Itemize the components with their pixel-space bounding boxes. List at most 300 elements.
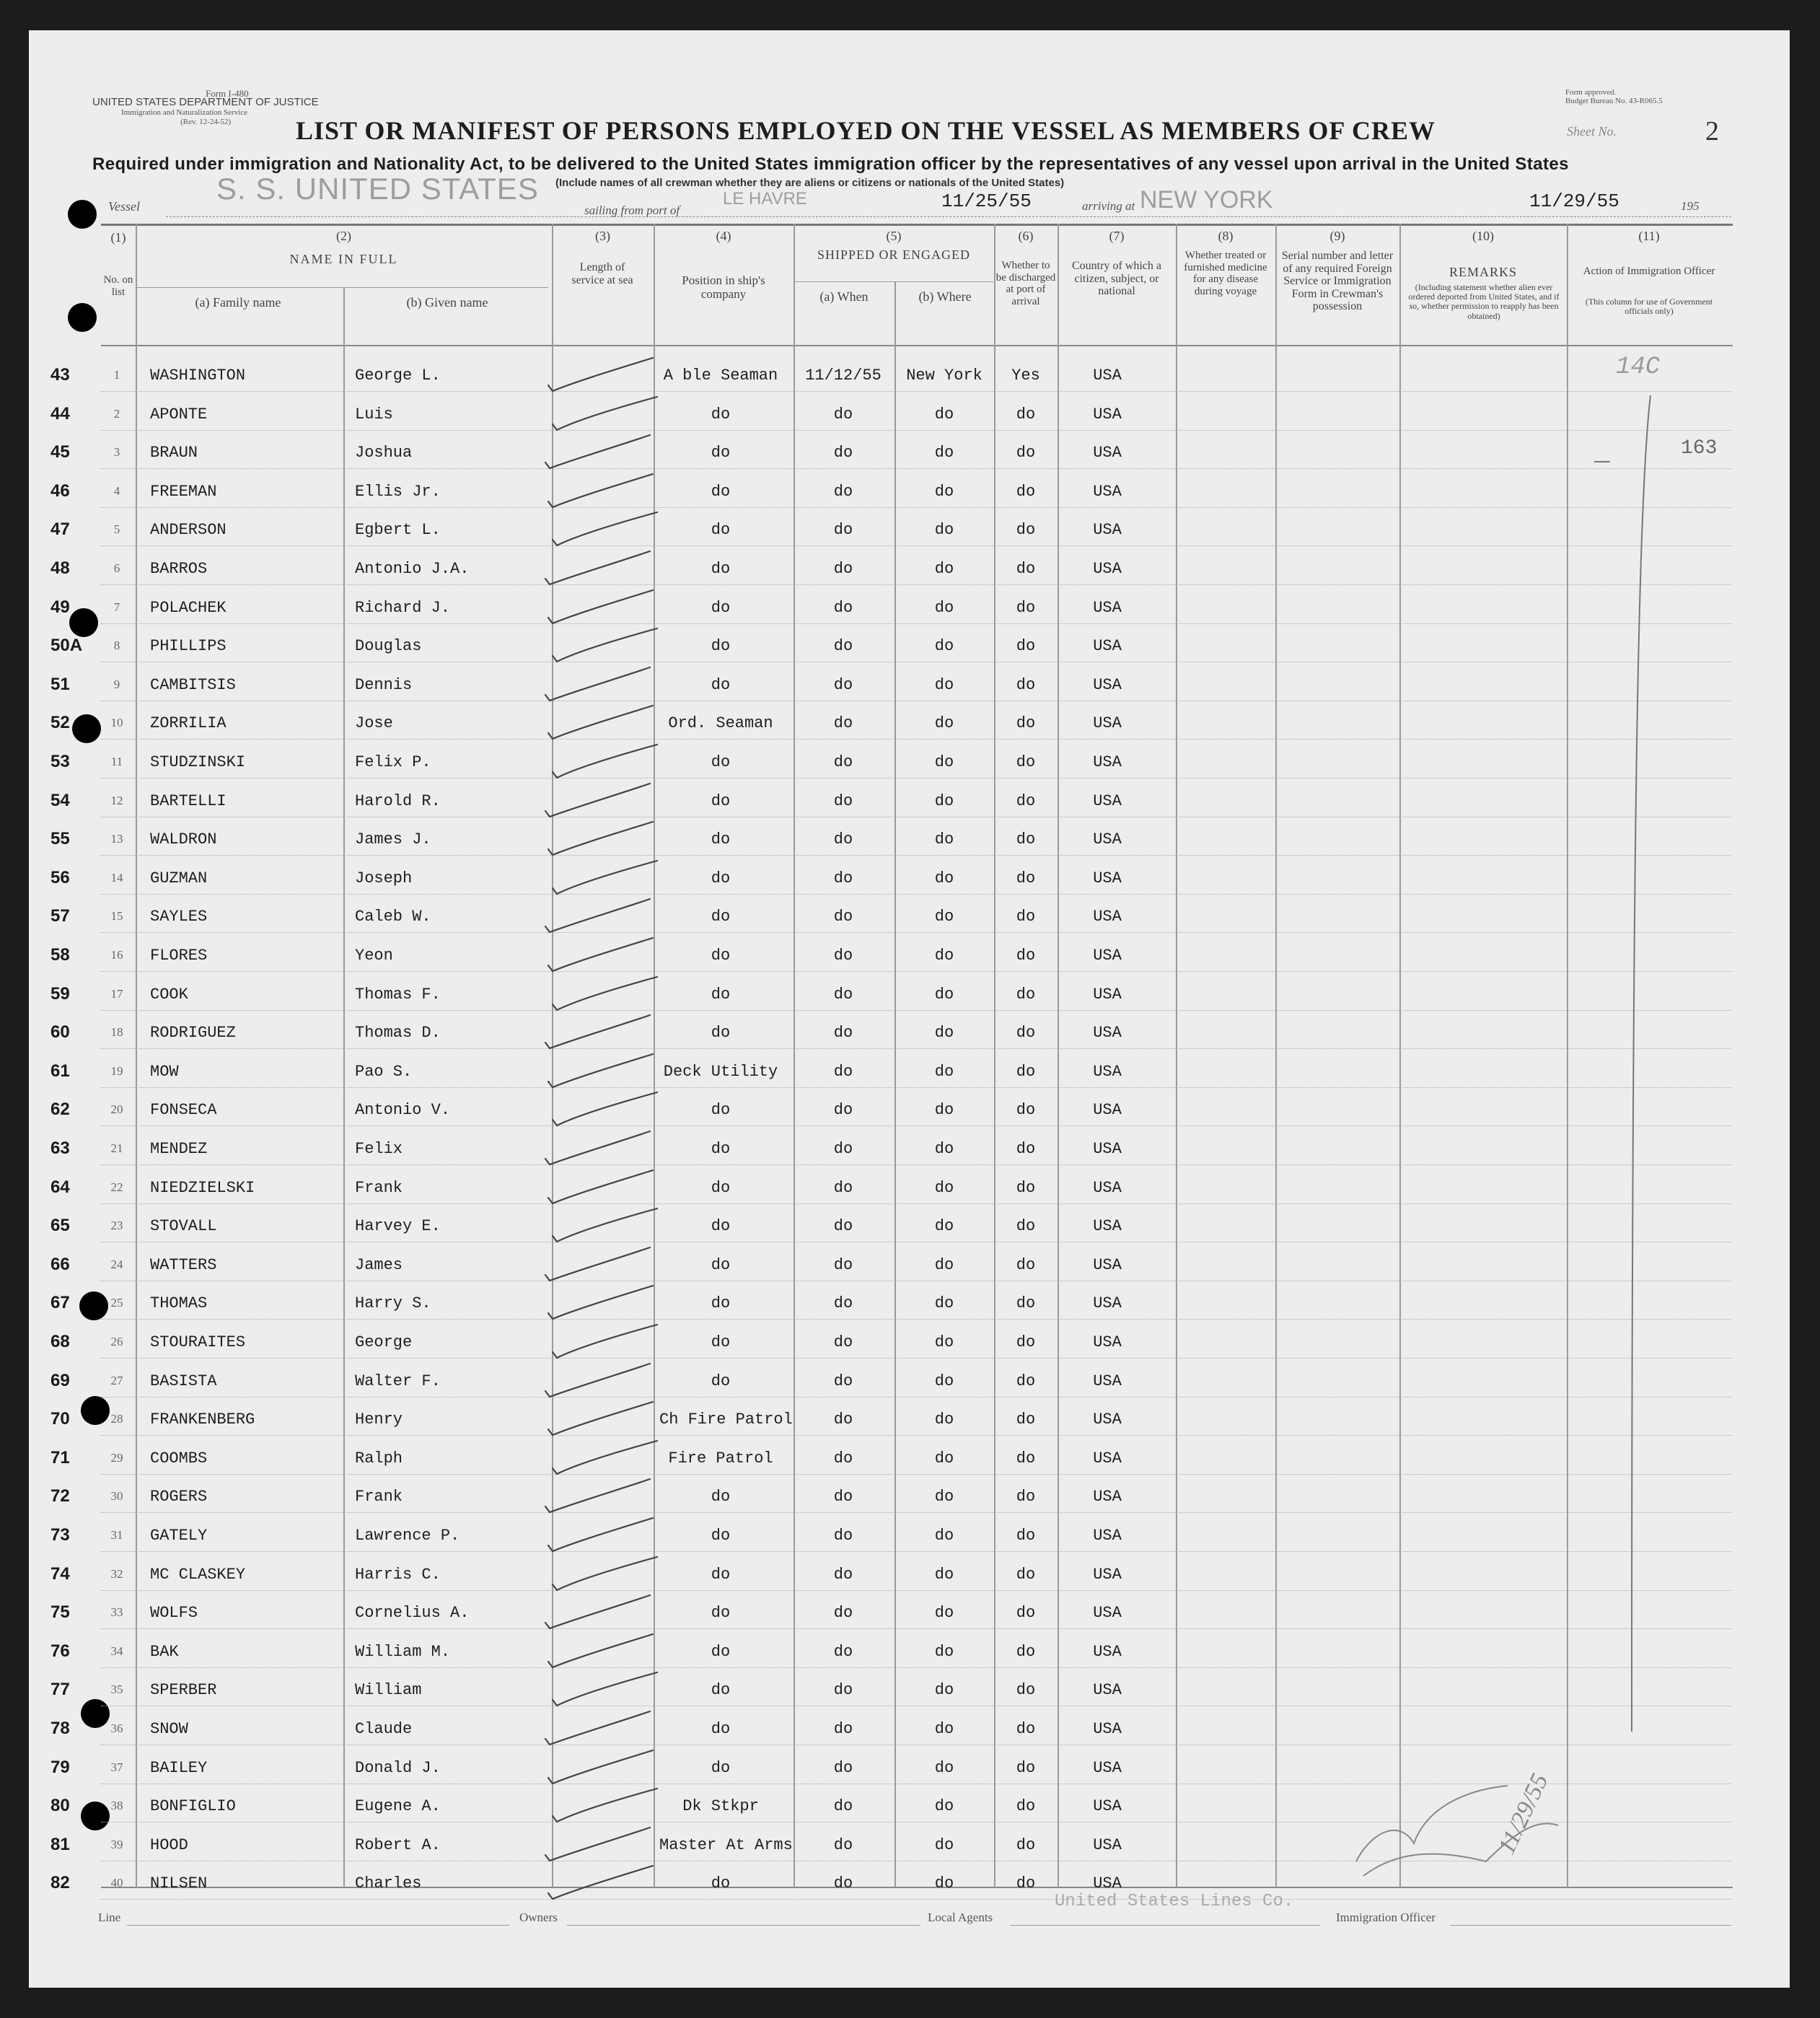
line-number: 54 — [50, 791, 70, 810]
col1-header: No. on list — [103, 274, 133, 298]
row-rule — [101, 662, 1731, 663]
position: Master At Arms — [659, 1836, 793, 1854]
col4-number: (4) — [716, 229, 731, 243]
list-index: 35 — [110, 1683, 123, 1696]
list-index: 9 — [113, 677, 120, 691]
discharge-status: do — [1016, 599, 1036, 617]
given-name: Harold R. — [355, 792, 441, 810]
country: USA — [1093, 405, 1122, 424]
form-revision: (Rev. 12-24-52) — [180, 118, 232, 126]
line-number: 50A — [50, 636, 83, 655]
row-rule — [101, 1745, 1731, 1746]
shipped-when: do — [833, 1604, 853, 1622]
shipped-where: do — [934, 1566, 954, 1584]
discharge-status: do — [1016, 1063, 1036, 1081]
shipped-where: do — [934, 637, 954, 655]
discharge-status: do — [1016, 560, 1036, 578]
country: USA — [1093, 1333, 1122, 1351]
shipped-where: do — [934, 560, 954, 578]
family-name: BONFIGLIO — [150, 1797, 236, 1815]
col2a-header: (a) Family name — [195, 295, 281, 310]
discharge-status: do — [1016, 1333, 1036, 1351]
country: USA — [1093, 1643, 1122, 1661]
country: USA — [1093, 1720, 1122, 1738]
line-number: 81 — [50, 1835, 70, 1854]
col8-header: Whether treated or furnished medicine for any disease during voyage — [1184, 250, 1267, 297]
col10-header: REMARKS — [1448, 265, 1518, 279]
line-number: 71 — [50, 1448, 70, 1468]
col7-number: (7) — [1109, 229, 1125, 243]
shipped-when: do — [833, 1063, 853, 1081]
row-rule — [101, 971, 1731, 973]
shipped-when: do — [833, 599, 853, 617]
row-rule — [101, 1242, 1731, 1243]
col4-header: Position in ship's company — [682, 273, 765, 301]
footer-owners-label: Owners — [519, 1910, 558, 1924]
shipped-where: do — [934, 947, 954, 965]
family-name: NILSEN — [150, 1874, 208, 1892]
list-index: 16 — [110, 948, 123, 962]
row-rule — [101, 855, 1731, 856]
list-index: 17 — [110, 987, 123, 1001]
list-index: 30 — [110, 1489, 123, 1503]
row-rule — [101, 623, 1731, 625]
punch-hole — [72, 714, 101, 743]
given-name: Joseph — [355, 869, 413, 887]
row-rule — [101, 507, 1731, 509]
family-name: GUZMAN — [150, 869, 208, 887]
shipped-where: do — [934, 1488, 954, 1506]
shipped-where: do — [934, 1527, 954, 1545]
position: do — [711, 1333, 731, 1351]
col2-number: (2) — [336, 229, 351, 243]
country: USA — [1093, 1140, 1122, 1158]
shipped-where: New York — [906, 367, 982, 385]
shipped-where: do — [934, 1140, 954, 1158]
footer-immigration-officer-label: Immigration Officer — [1336, 1910, 1436, 1924]
shipped-when: do — [833, 1179, 853, 1197]
position: do — [711, 1256, 731, 1274]
line-number: 73 — [50, 1525, 70, 1545]
family-name: FLORES — [150, 947, 208, 965]
shipped-when: do — [833, 986, 853, 1004]
shipped-where: do — [934, 1836, 954, 1854]
country: USA — [1093, 947, 1122, 965]
position: do — [711, 1566, 731, 1584]
country: USA — [1093, 1217, 1122, 1235]
shipped-when: do — [833, 1527, 853, 1545]
discharge-status: do — [1016, 1411, 1036, 1429]
list-index: 5 — [113, 522, 120, 536]
given-name: Lawrence P. — [355, 1527, 460, 1545]
given-name: Frank — [355, 1179, 403, 1197]
discharge-status: do — [1016, 986, 1036, 1004]
col-divider — [894, 281, 896, 1887]
shipped-when: do — [833, 405, 853, 424]
discharge-status: do — [1016, 714, 1036, 732]
col5a-header: (a) When — [819, 289, 869, 304]
list-index: 24 — [110, 1258, 123, 1271]
position: do — [711, 947, 731, 965]
line-number: 82 — [50, 1873, 70, 1892]
shipped-when: do — [833, 521, 853, 539]
given-name: Felix P. — [355, 753, 431, 771]
discharge-status: do — [1016, 1527, 1036, 1545]
given-name: Claude — [355, 1720, 413, 1738]
col1-number: (1) — [110, 230, 126, 245]
discharge-status: do — [1016, 753, 1036, 771]
country: USA — [1093, 1372, 1122, 1390]
line-number: 63 — [50, 1139, 70, 1158]
discharge-status: do — [1016, 1604, 1036, 1622]
discharge-status: do — [1016, 1836, 1036, 1854]
discharge-status: do — [1016, 947, 1036, 965]
shipped-where: do — [934, 753, 954, 771]
country: USA — [1093, 1681, 1122, 1699]
country: USA — [1093, 1294, 1122, 1312]
arrival-date: 11/29/55 — [1529, 190, 1619, 212]
row-rule — [101, 1861, 1731, 1862]
discharge-status: do — [1016, 444, 1036, 462]
col5b-header: (b) Where — [918, 289, 972, 304]
shipped-when: do — [833, 830, 853, 848]
family-name: BARROS — [150, 560, 208, 578]
position: do — [711, 1720, 731, 1738]
list-index: 22 — [110, 1180, 123, 1194]
country: USA — [1093, 560, 1122, 578]
line-number: 55 — [50, 829, 70, 848]
shipped-when: do — [833, 444, 853, 462]
footer-officer-rule — [1450, 1925, 1731, 1926]
list-index: 2 — [113, 407, 120, 421]
line-number: 66 — [50, 1255, 70, 1274]
list-index: 26 — [110, 1335, 123, 1348]
country: USA — [1093, 599, 1122, 617]
row-rule — [101, 430, 1731, 431]
line-number: 80 — [50, 1796, 70, 1815]
line-number: 74 — [50, 1564, 70, 1584]
shipped-where: do — [934, 986, 954, 1004]
col11-subheader: (This column for use of Government officials only) — [1585, 297, 1713, 317]
family-name: BAK — [150, 1643, 179, 1661]
row-rule — [101, 1319, 1731, 1320]
country: USA — [1093, 986, 1122, 1004]
line-number: 58 — [50, 945, 70, 965]
family-name: FRANKENBERG — [150, 1411, 255, 1429]
position: do — [711, 1681, 731, 1699]
discharge-status: do — [1016, 869, 1036, 887]
row-rule — [101, 584, 1731, 586]
position: Deck Utility — [663, 1063, 778, 1081]
discharge-status: do — [1016, 1449, 1036, 1468]
list-index: 38 — [110, 1799, 123, 1812]
col9-number: (9) — [1329, 229, 1345, 243]
position: do — [711, 444, 731, 462]
col3-header: Length of service at sea — [571, 261, 633, 286]
col-divider — [1275, 224, 1277, 1887]
col-divider — [1058, 224, 1059, 1887]
given-name: Henry — [355, 1411, 403, 1429]
given-name: William — [355, 1681, 422, 1699]
position: do — [711, 1024, 731, 1042]
shipped-when: do — [833, 1411, 853, 1429]
given-name: Caleb W. — [355, 908, 431, 926]
country: USA — [1093, 792, 1122, 810]
discharge-status: do — [1016, 1874, 1036, 1892]
country: USA — [1093, 908, 1122, 926]
family-name: HOOD — [150, 1836, 188, 1854]
country: USA — [1093, 1797, 1122, 1815]
position: do — [711, 1759, 731, 1777]
shipped-where: do — [934, 1449, 954, 1468]
list-index: 15 — [110, 909, 123, 923]
given-name: George L. — [355, 367, 441, 385]
position: do — [711, 1643, 731, 1661]
position: do — [711, 1140, 731, 1158]
given-name: Eugene A. — [355, 1797, 441, 1815]
line-number: 60 — [50, 1022, 70, 1042]
list-index: 32 — [110, 1567, 123, 1581]
discharge-status: do — [1016, 1643, 1036, 1661]
line-number: 67 — [50, 1293, 70, 1312]
shipped-where: do — [934, 1333, 954, 1351]
list-index: 14 — [110, 871, 123, 885]
country: USA — [1093, 1566, 1122, 1584]
discharge-status: do — [1016, 1140, 1036, 1158]
row-rule — [101, 1048, 1731, 1050]
row-rule — [101, 1281, 1731, 1282]
family-name: SAYLES — [150, 908, 208, 926]
discharge-status: do — [1016, 830, 1036, 848]
line-number: 59 — [50, 984, 70, 1004]
family-name: STUDZINSKI — [150, 753, 246, 771]
list-index: 13 — [110, 832, 123, 846]
col3-number: (3) — [595, 229, 610, 243]
given-name: Walter F. — [355, 1372, 441, 1390]
country: USA — [1093, 1527, 1122, 1545]
shipped-when: do — [833, 1566, 853, 1584]
list-index: 36 — [110, 1721, 123, 1735]
position: do — [711, 560, 731, 578]
line-number: 43 — [50, 365, 70, 385]
line-number: 48 — [50, 558, 70, 578]
discharge-status: do — [1016, 1759, 1036, 1777]
shipped-when: do — [833, 1333, 853, 1351]
row-rule — [101, 1358, 1731, 1359]
shipped-where: do — [934, 1681, 954, 1699]
row-rule — [101, 778, 1731, 779]
line-number: 78 — [50, 1719, 70, 1738]
shipped-when: do — [833, 1874, 853, 1892]
position: do — [711, 1488, 731, 1506]
position: do — [711, 908, 731, 926]
shipped-where: do — [934, 1063, 954, 1081]
port-of-departure: LE HAVRE — [723, 189, 807, 209]
family-name: BRAUN — [150, 444, 198, 462]
family-name: ZORRILIA — [150, 714, 227, 732]
list-index: 1 — [113, 368, 120, 382]
col2b-header: (b) Given name — [406, 295, 488, 310]
shipped-when: do — [833, 1256, 853, 1274]
vessel-name: S. S. UNITED STATES — [216, 172, 539, 206]
line-number: 79 — [50, 1758, 70, 1777]
given-name: Ralph — [355, 1449, 403, 1468]
row-rule — [101, 817, 1731, 818]
discharge-status: do — [1016, 1101, 1036, 1119]
shipped-where: do — [934, 1256, 954, 1274]
list-index: 7 — [113, 600, 120, 614]
discharge-status: do — [1016, 1294, 1036, 1312]
discharge-status: Yes — [1011, 367, 1040, 385]
row-rule — [101, 1397, 1731, 1398]
position: do — [711, 637, 731, 655]
departure-date: 11/25/55 — [941, 190, 1032, 212]
family-name: SPERBER — [150, 1681, 217, 1699]
country: USA — [1093, 637, 1122, 655]
family-name: THOMAS — [150, 1294, 208, 1312]
line-number: 62 — [50, 1100, 70, 1119]
family-name: WOLFS — [150, 1604, 198, 1622]
row-rule — [101, 1435, 1731, 1436]
shipped-when: do — [833, 908, 853, 926]
shipped-where: do — [934, 1874, 954, 1892]
family-name: MENDEZ — [150, 1140, 208, 1158]
position: Ch Fire Patrol — [659, 1411, 793, 1429]
shipped-when: do — [833, 1643, 853, 1661]
shipped-when: do — [833, 753, 853, 771]
col-divider — [136, 224, 137, 1887]
family-name: PHILLIPS — [150, 637, 227, 655]
col10-number: (10) — [1472, 229, 1494, 243]
shipped-when: 11/12/55 — [805, 367, 882, 385]
position: Dk Stkpr — [682, 1797, 759, 1815]
port-of-arrival: NEW YORK — [1140, 186, 1273, 214]
shipped-where: do — [934, 1101, 954, 1119]
family-name: MOW — [150, 1063, 179, 1081]
list-index: 11 — [110, 755, 123, 768]
shipped-where: do — [934, 599, 954, 617]
given-name: Yeon — [355, 947, 393, 965]
list-index: 10 — [110, 716, 123, 729]
position: do — [711, 1604, 731, 1622]
family-name: FREEMAN — [150, 483, 217, 501]
row-rule — [101, 1822, 1731, 1823]
list-index: 31 — [110, 1528, 123, 1542]
given-name: Dennis — [355, 676, 413, 694]
col-divider — [654, 224, 655, 1887]
instructions-note: (Include names of all crewman whether they are aliens or citizens or nationals of the United States) — [555, 177, 1065, 189]
line-number: 49 — [50, 597, 70, 617]
position: Ord. Seaman — [668, 714, 773, 732]
family-name: COOK — [150, 986, 188, 1004]
given-name: Jose — [355, 714, 393, 732]
year-suffix: 195 — [1681, 199, 1700, 213]
shipped-where: do — [934, 1024, 954, 1042]
family-name: NIEDZIELSKI — [150, 1179, 255, 1197]
shipped-when: do — [833, 1836, 853, 1854]
country: USA — [1093, 1256, 1122, 1274]
position: do — [711, 1217, 731, 1235]
country: USA — [1093, 1411, 1122, 1429]
family-name: STOURAITES — [150, 1333, 246, 1351]
row-rule — [101, 1087, 1731, 1089]
position: do — [711, 1527, 731, 1545]
shipped-where: do — [934, 1643, 954, 1661]
given-name: George — [355, 1333, 413, 1351]
row-rule — [101, 1010, 1731, 1012]
row-rule — [101, 1899, 1731, 1900]
shipped-where: do — [934, 1411, 954, 1429]
discharge-status: do — [1016, 1179, 1036, 1197]
footer-local-agents-label: Local Agents — [928, 1910, 993, 1924]
shipped-where: do — [934, 1759, 954, 1777]
shipped-when: do — [833, 1797, 853, 1815]
list-index: 28 — [110, 1412, 123, 1426]
given-name: Pao S. — [355, 1063, 413, 1081]
shipped-where: do — [934, 521, 954, 539]
form-number: Form I-480 — [206, 88, 249, 99]
family-name: ROGERS — [150, 1488, 208, 1506]
position: Fire Patrol — [668, 1449, 773, 1468]
list-index: 37 — [110, 1760, 123, 1774]
discharge-status: do — [1016, 1217, 1036, 1235]
sheet-label: Sheet No. — [1567, 124, 1617, 139]
shipped-when: do — [833, 1217, 853, 1235]
footer-line-label: Line — [98, 1910, 121, 1924]
given-name: Richard J. — [355, 599, 451, 617]
shipped-subheader-rule — [793, 281, 993, 282]
given-name: Harvey E. — [355, 1217, 441, 1235]
col-divider — [1176, 224, 1177, 1887]
col9-header: Serial number and letter of any required Foreign Service or Immigration Form in Crewman's possession — [1281, 250, 1394, 313]
given-name: Antonio J.A. — [355, 560, 470, 578]
col5-header: SHIPPED OR ENGAGED — [817, 247, 970, 262]
col-divider — [793, 224, 795, 1887]
shipped-where: do — [934, 908, 954, 926]
family-name: ANDERSON — [150, 521, 227, 539]
country: USA — [1093, 1101, 1122, 1119]
shipped-when: do — [833, 483, 853, 501]
shipped-when: do — [833, 1759, 853, 1777]
list-index: 27 — [110, 1374, 123, 1387]
family-name: STOVALL — [150, 1217, 217, 1235]
position: do — [711, 869, 731, 887]
country: USA — [1093, 869, 1122, 887]
col5-number: (5) — [886, 229, 902, 243]
shipped-where: do — [934, 714, 954, 732]
col11-number: (11) — [1638, 229, 1660, 243]
service-name: Immigration and Naturalization Service — [121, 108, 248, 117]
row-rule — [101, 1474, 1731, 1475]
family-name: CAMBITSIS — [150, 676, 236, 694]
shipped-where: do — [934, 1720, 954, 1738]
row-rule — [101, 468, 1731, 470]
approval-line: Form approved. — [1565, 88, 1617, 97]
discharge-status: do — [1016, 1720, 1036, 1738]
col11-header: Action of Immigration Officer — [1583, 266, 1715, 277]
shipped-where: do — [934, 1217, 954, 1235]
discharge-status: do — [1016, 792, 1036, 810]
family-name: POLACHEK — [150, 599, 227, 617]
discharge-status: do — [1016, 676, 1036, 694]
row-rule — [101, 1126, 1731, 1127]
discharge-status: do — [1016, 1681, 1036, 1699]
discharge-status: do — [1016, 1488, 1036, 1506]
country: USA — [1093, 1024, 1122, 1042]
shipped-when: do — [833, 1681, 853, 1699]
list-index: 23 — [110, 1219, 123, 1232]
country: USA — [1093, 483, 1122, 501]
